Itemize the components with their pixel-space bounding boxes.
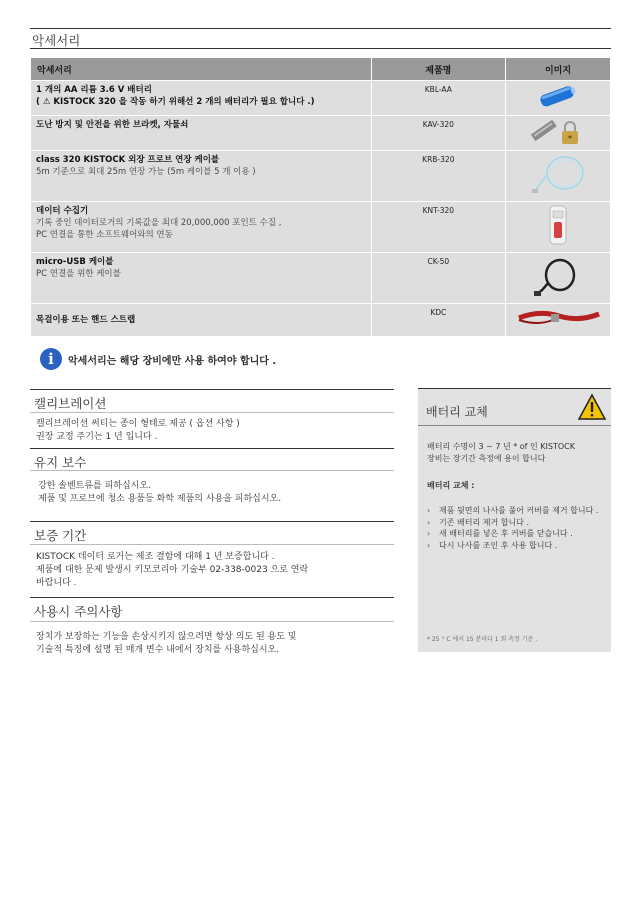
calibration-text-2: 권장 교정 주기는 1 년 입니다 . — [36, 432, 158, 442]
row-desc: 5m 기준으로 최대 25m 연장 가능 (5m 케이블 5 개 이용 ) — [36, 167, 256, 177]
row-title: 도난 방지 및 안전을 위한 브라켓, 자물쇠 — [36, 120, 189, 130]
list-item: › 다시 나사를 조인 후 사용 합니다 . — [427, 540, 605, 552]
row-title: 목걸이용 또는 핸드 스트랩 — [36, 315, 136, 325]
header-model: 제품명 — [372, 58, 505, 80]
table-row — [31, 151, 610, 201]
note-text: 악세서리는 해당 장비에만 사용 하여야 합니다 . — [68, 355, 277, 367]
list-item: › 새 배터리를 넣은 후 커버를 닫습니다 . — [427, 528, 605, 540]
warranty-text-2: 제품에 대한 문제 발생시 키모코리아 기술부 02-338-0023 으로 연락 — [36, 565, 309, 575]
maintenance-title: 유지 보수 — [34, 455, 87, 470]
maintenance-top-rule — [30, 448, 394, 449]
precautions-title: 사용시 주의사항 — [34, 604, 123, 619]
maintenance-text-1: 강한 솔벤트류를 피하십시오. — [38, 481, 151, 491]
table-header-row — [31, 58, 610, 80]
table-row — [31, 116, 610, 150]
warning-icon — [577, 393, 607, 421]
warranty-rule — [30, 544, 394, 545]
calibration-top-rule — [30, 389, 394, 390]
calibration-title: 캘리브레이션 — [34, 396, 107, 411]
battery-panel — [418, 388, 611, 652]
table-row — [31, 253, 610, 303]
battery-desc-2: 장비는 장기간 측정에 용이 합니다 — [427, 454, 546, 463]
warranty-text-1: KISTOCK 데이터 로거는 제조 결함에 대해 1 년 보증합니다 . — [36, 552, 275, 562]
accessories-top-rule — [30, 28, 611, 29]
calibration-rule — [30, 412, 394, 413]
table-row — [31, 81, 610, 115]
maintenance-rule — [30, 470, 394, 471]
battery-footnote: * 25 ° C 에서 15 분마다 1 회 측정 기준 . — [427, 636, 538, 643]
accessories-table — [30, 57, 611, 337]
battery-subtitle: 배터리 교체 : — [427, 481, 475, 490]
extension-cable-icon — [523, 151, 593, 197]
header-image: 이미지 — [506, 58, 610, 80]
row-desc: 기록 중인 데이터로거의 기록값을 최대 20,000,000 포인트 수집 , — [36, 218, 282, 228]
bracket-lock-icon — [523, 116, 593, 146]
accessories-title: 악세서리 — [32, 33, 81, 48]
row-desc-2: PC 연결을 통한 소프트웨어와의 연동 — [36, 230, 173, 240]
table-row — [31, 304, 610, 336]
info-icon: i — [40, 348, 62, 370]
table-row — [31, 202, 610, 252]
row-desc: ( ⚠ KISTOCK 320 을 작동 하기 위해선 2 개의 배터리가 필요 합니다 .) — [36, 97, 315, 107]
row-model: KNT-320 — [372, 202, 505, 252]
lanyard-icon — [513, 304, 603, 332]
row-model: KAV-320 — [372, 116, 505, 150]
battery-steps — [427, 505, 605, 551]
row-desc: PC 연결을 위한 케이블 — [36, 269, 121, 279]
accessories-bottom-rule — [30, 48, 611, 49]
data-collector-icon — [538, 202, 578, 248]
battery-icon — [528, 81, 588, 111]
precautions-text-2: 기술적 특징에 설명 된 매개 변수 내에서 장치를 사용하십시오. — [36, 645, 280, 655]
battery-panel-rule — [418, 425, 611, 426]
header-name: 악세서리 — [31, 58, 371, 80]
precautions-text-1: 장치가 보장하는 기능을 손상시키지 않으려면 항상 의도 된 용도 및 — [36, 632, 297, 642]
usb-cable-icon — [528, 253, 588, 299]
row-model: CK-50 — [372, 253, 505, 303]
warranty-title: 보증 기간 — [34, 528, 87, 543]
list-item: › 기존 배터리 제거 합니다 . — [427, 517, 605, 529]
battery-panel-title: 배터리 교체 — [426, 405, 488, 419]
row-title: 데이터 수집기 — [36, 206, 89, 216]
list-item: › 제품 뒷면의 나사를 풀어 커버를 제거 합니다 . — [427, 505, 605, 517]
row-title: class 320 KISTOCK 외장 프로브 연장 케이블 — [36, 155, 220, 165]
row-model: KBL-AA — [372, 81, 505, 115]
row-title: micro-USB 케이블 — [36, 257, 114, 267]
row-model: KDC — [372, 304, 505, 336]
maintenance-text-2: 제품 및 프로브에 청소 용품등 화학 제품의 사용을 피하십시오. — [38, 494, 282, 504]
battery-desc-1: 배터리 수명이 3 ~ 7 년 * of 인 KISTOCK — [427, 442, 576, 451]
precautions-rule — [30, 621, 394, 622]
precautions-top-rule — [30, 597, 394, 598]
accessories-note — [40, 348, 276, 370]
warranty-text-3: 바랍니다 . — [36, 578, 77, 588]
calibration-text-1: 캘리브레이션 써티는 종이 형태로 제공 ( 옵션 사항 ) — [36, 419, 240, 429]
row-model: KRB-320 — [372, 151, 505, 201]
warranty-top-rule — [30, 521, 394, 522]
row-title: 1 개의 AA 리튬 3.6 V 배터리 — [36, 85, 152, 95]
